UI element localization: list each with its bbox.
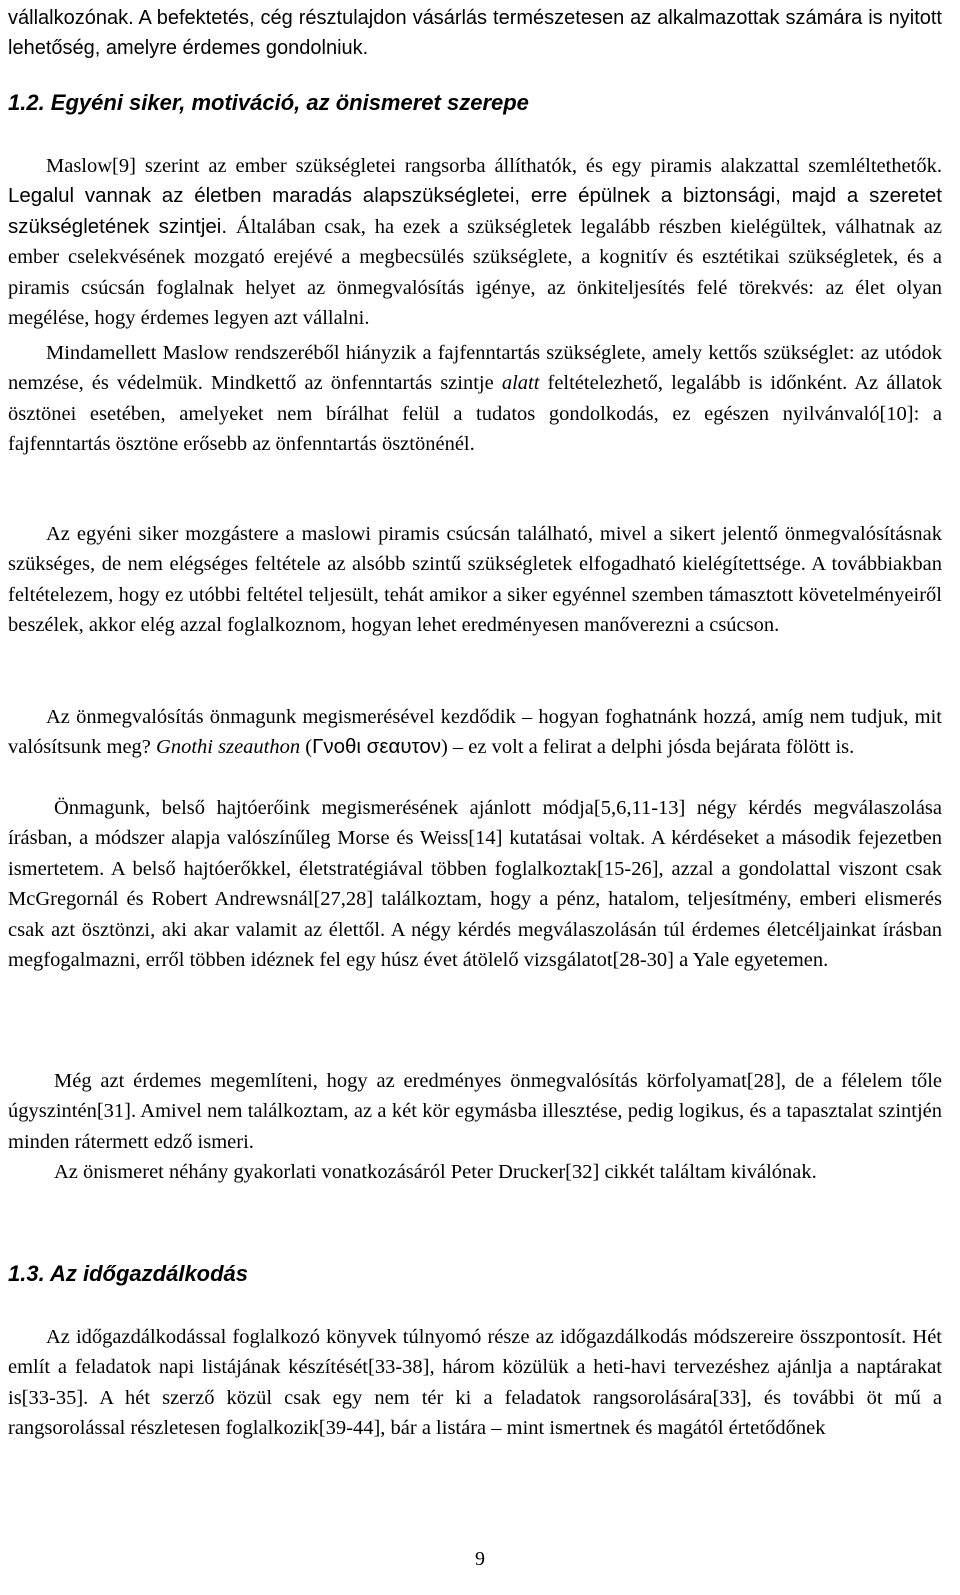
section-heading-1-2: 1.2. Egyéni siker, motiváció, az önismeret szerepe xyxy=(8,90,529,115)
paragraph-egyeni-siker: Az egyéni siker mozgástere a maslowi piramis csúcsán található, mivel a sikert jelentő önmegvalósításnak szükséges, de nem elégséges feltétele az alsóbb szintű szükségletek elfogadható kielégítettsége. A továbbiakban feltételezem, hogy ez utóbbi feltétel teljesült, tehát amikor a siker egyénnel szemben támasztott követelményeiről beszélek, akkor elég azzal foglalkoznom, hogyan lehet eredményesen manőverezni a csúcson. xyxy=(8,523,942,637)
paragraph-fajfenntartas-part2: feltételezhető, legalább is időnként. Az állatok ösztönei esetében, amelyeket nem bírálhat felül a tudatos gondolkodás, ez egészen nyilvánvaló[10]: a fajfenntartás ösztöne erősebb az önfenntartás ösztönénél. xyxy=(8,372,942,456)
paragraph-maslow-part2: Legalul vannak az életben maradás alapszükségletei, erre épülnek a biztonsági, majd a szeretet szükségletének szintjei. xyxy=(8,184,942,238)
paragraph-fajfenntartas-italic: alatt xyxy=(501,372,540,395)
paragraph-onmegvalositas-paren: ( xyxy=(300,736,313,759)
paragraph-korfolyamat: Még azt érdemes megemlíteni, hogy az eredményes önmegvalósítás körfolyamat[28], de a félelem tőle úgyszintén[31]. Amivel nem találkoztam, az a két kör egymásba illesztése, pedig logikus, és a tapasztalat szintjén minden rátermett edző ismeri. xyxy=(8,1070,942,1153)
paragraph-fajfenntartas-part1: Mindamellett Maslow rendszeréből hiányzik a fajfenntartás szükséglete, amely kettős szükséglet: az utódok nemzése, és védelmük. Mindkettő az önfenntartás szintje xyxy=(8,342,942,395)
page-number: 9 xyxy=(475,1548,485,1570)
paragraph-fajfenntartas xyxy=(8,338,942,460)
paragraph-maslow-part1: Maslow[9] szerint az ember szükségletei rangsorba állíthatók, és egy piramis alakzattal szemléltethetők. xyxy=(46,155,942,177)
paragraph-onmegvalositas-italic: Gnothi szeauthon xyxy=(156,736,301,759)
paragraph-drucker: Az önismeret néhány gyakorlati vonatkozásáról Peter Drucker[32] cikkét találtam kiválónak. xyxy=(54,1161,817,1183)
paragraph-intro: vállalkozónak. A befektetés, cég résztulajdon vásárlás természetesen az alkalmazottak számára is nyitott lehetőség, amelyre érdemes gondolniuk. xyxy=(8,7,942,60)
paragraph-idogazdalkodas: Az időgazdálkodással foglalkozó könyvek túlnyomó része az időgazdálkodás módszereire összpontosít. Hét említ a feladatok napi listájának készítését[33-38], három közülük a heti-havi tervezéshez ajánlja a naptárakat is[33-35]. A hét szerző közül csak egy nem tér ki a feladatok rangsorolására[33], és további öt mű a rangsorolással részletesen foglalkozik[39-44], bár a listára – mint ismertnek és magától értetődőnek xyxy=(8,1326,942,1440)
paragraph-maslow xyxy=(8,151,942,333)
paragraph-onismeret-modja: Önmagunk, belső hajtóerőink megismerésének ajánlott módja[5,6,11-13] négy kérdés megválaszolása írásban, a módszer alapja valószínűleg Morse és Weiss[14] kutatásai voltak. A kérdéseket a második fejezetben ismertetem. A belső hajtóerőkkel, életstratégiával többen foglalkoztak[15-26], azzal a gondolattal viszont csak McGregornál és Robert Andrewsnál[27,28] találkoztam, hogy a pénz, hatalom, teljesítmény, emberi elismerés csak azt ösztönzi, aki akar valamit az élettől. A négy kérdés megválaszolásán túl érdemes életcéljainkat írásban megfogalmazni, erről többen idéznek fel egy húsz évet átölelő vizsgálatot[28-30] a Yale egyetemen. xyxy=(8,797,942,972)
paragraph-onmegvalositas-part1: Az önmegvalósítás önmagunk megismerésével kezdődik – hogyan foghatnánk hozzá, amíg nem tudjuk, mit valósítsunk meg? xyxy=(8,706,942,759)
paragraph-onmegvalositas-greek: Γνοθι σεαυτον xyxy=(312,735,441,759)
paragraph-maslow-part3: Általában csak, ha ezek a szükségletek legalább részben kielégültek, válhatnak az ember cselekvésének mozgató erejévé a megbecsülés szükséglete, a kognitív és esztétikai szükségletek, és a piramis csúcsán foglalnak helyet az önmegvalósítás igénye, az önkiteljesítés felé törekvés: az élet olyan megélése, hogy érdemes legyen azt vállalni. xyxy=(8,215,942,330)
section-heading-1-3: 1.3. Az időgazdálkodás xyxy=(8,1261,249,1286)
paragraph-onmegvalositas xyxy=(8,702,942,763)
paragraph-onmegvalositas-part2: ) – ez volt a felirat a delphi jósda bejárata fölött is. xyxy=(440,736,855,759)
